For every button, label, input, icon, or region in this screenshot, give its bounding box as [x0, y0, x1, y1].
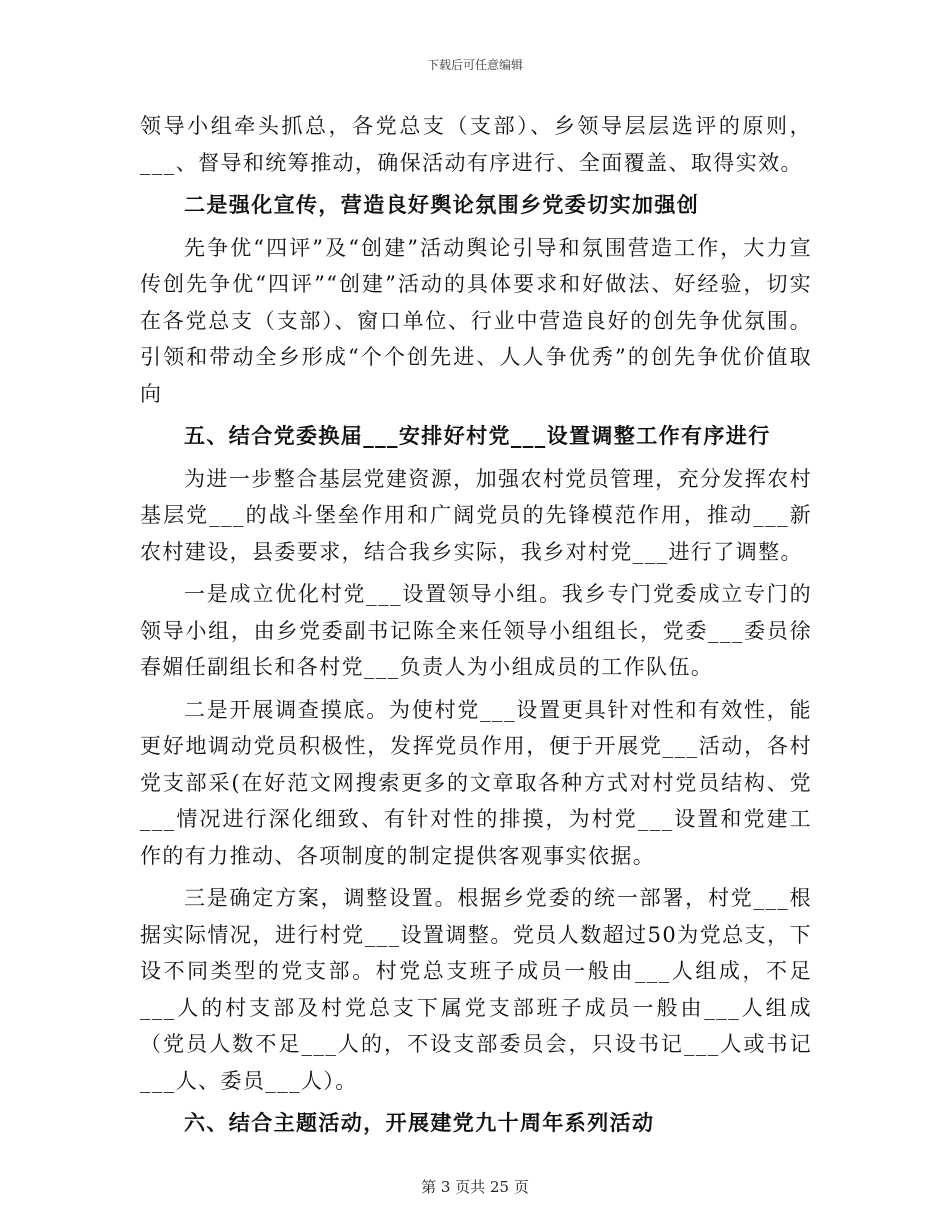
paragraph-6: 一是成立优化村党___设置领导小组。我乡专门党委成立专门的领导小组，由乡党委副书记陈全来任领导小组组长，党委___委员徐春媚任副组长和各村党___负责人为小组成员的工作队伍。: [140, 582, 812, 679]
paragraph-7: 二是开展调查摸底。为使村党___设置更具针对性和有效性，能更好地调动党员积极性，发挥党员作用，便于开展党___活动，各村党支部采(在好范文网搜索更多的文章取各种方式对村党员结构、党___情况进行深化细致、有针对性的排摸，为村党___设置和党建工作的有力推动、各项制度的制定提供客观事实依据。: [140, 697, 812, 868]
paragraph-3: 先争优“四评”及“创建”活动舆论引导和氛围营造工作，大力宣传创先争优“四评”“创建”活动的具体要求和好做法、好经验，切实在各党总支（支部）、窗口单位、行业中营造良好的创先争优氛围。引领和带动全乡形成“个个创先进、人人争优秀”的创先争优价值取向: [140, 235, 812, 406]
paragraph-2-heading: 二是强化宣传，营造良好舆论氛围乡党委切实加强创: [184, 192, 700, 217]
paragraph-1: 领导小组牵头抓总，各党总支（支部）、乡领导层层选评的原则，___、督导和统筹推动，确保活动有序进行、全面覆盖、取得实效。: [140, 114, 812, 175]
section-5-heading: 五、结合党委换届___安排好村党___设置调整工作有序进行: [184, 423, 771, 448]
paragraph-5: 为进一步整合基层党建资源，加强农村党员管理，充分发挥农村基层党___的战斗堡垒作用和广阔党员的先锋模范作用，推动___新农村建设，县委要求，结合我乡实际，我乡对村党___进行了调整。: [140, 466, 812, 564]
page-footer: 第 3 页共 25 页: [421, 1178, 529, 1196]
section-6-heading: 六、结合主题活动，开展建党九十周年系列活动: [184, 1110, 655, 1135]
document-body: [140, 108, 812, 1142]
paragraph-8: 三是确定方案，调整设置。根据乡党委的统一部署，村党___根据实际情况，进行村党___设置调整。党员人数超过50为党总支，下设不同类型的党支部。村党总支班子成员一般由___人组成，不足___人的村支部及村党总支下属党支部班子成员一般由___人组成（党员人数不足___人的，不设支部委员会，只设书记___人或书记___人、委员___人）。: [140, 886, 812, 1093]
page-header: 下载后可任意编辑: [426, 58, 523, 72]
